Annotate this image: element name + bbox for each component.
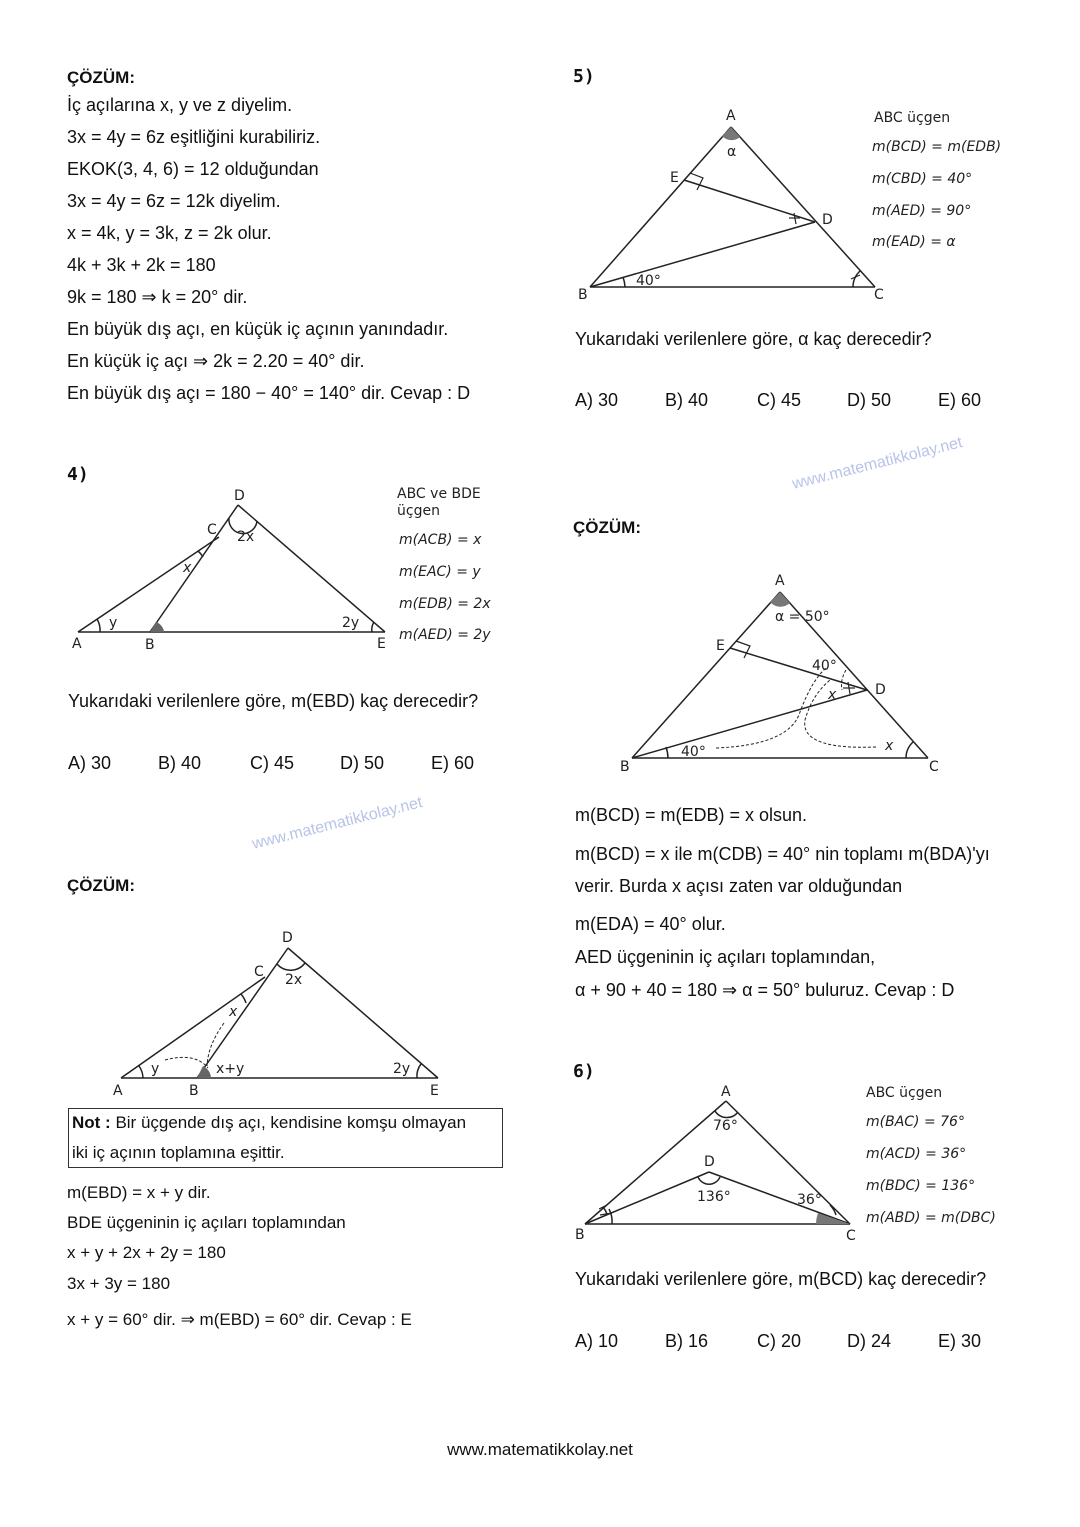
given-text: ABC üçgen <box>866 1085 943 1101</box>
given-text: m(EAD) = α <box>872 234 956 250</box>
vertex-label: B <box>189 1083 199 1099</box>
vertex-label: A <box>113 1083 123 1099</box>
solution-line: 3x + 3y = 180 <box>67 1274 171 1293</box>
solution-line: En büyük dış açı, en küçük iç açının yanındadır. <box>67 319 449 339</box>
vertex-label: B <box>145 637 155 653</box>
solution-line: 9k = 180 ⇒ k = 20° dir. <box>67 287 248 307</box>
vertex-label: C <box>929 759 939 775</box>
vertex-label: A <box>775 573 785 589</box>
solution-heading: ÇÖZÜM: <box>67 876 135 895</box>
given-text: ABC ve BDE <box>397 486 481 502</box>
given-text: ABC üçgen <box>874 110 951 126</box>
given-text: m(BCD) = m(EDB) <box>872 139 1002 155</box>
solution-line: x + y = 60° dir. ⇒ m(EBD) = 60° dir. Cevap : E <box>67 1310 412 1329</box>
note-text: iki iç açının toplamına eşittir. <box>72 1143 285 1162</box>
answer-option[interactable]: A) 10 <box>575 1331 619 1351</box>
angle-label: 2x <box>285 972 303 988</box>
vertex-label: E <box>377 636 386 652</box>
solution-line: AED üçgeninin iç açıları toplamından, <box>575 947 876 967</box>
answer-option[interactable]: C) 45 <box>757 390 802 410</box>
answer-option[interactable]: E) 60 <box>938 390 982 410</box>
vertex-label: D <box>234 488 245 504</box>
given-text: m(BDC) = 136° <box>866 1178 976 1194</box>
answer-option[interactable]: A) 30 <box>68 753 112 773</box>
problem-number: 5) <box>573 66 595 87</box>
vertex-label: C <box>846 1228 856 1244</box>
solution-line: İç açılarına x, y ve z diyelim. <box>67 95 293 115</box>
vertex-label: A <box>721 1084 731 1100</box>
question-text: Yukarıdaki verilenlere göre, m(EBD) kaç derecedir? <box>68 691 479 711</box>
angle-label: x <box>229 1004 238 1020</box>
answer-option[interactable]: B) 40 <box>158 753 202 773</box>
answer-option[interactable]: A) 30 <box>575 390 619 410</box>
angle-label: 36° <box>797 1192 822 1208</box>
solution-heading: ÇÖZÜM: <box>573 518 641 537</box>
vertex-label: C <box>207 522 217 538</box>
angle-label: α <box>727 144 737 160</box>
given-text: m(AED) = 90° <box>872 203 972 219</box>
angle-label: 40° <box>812 658 837 674</box>
angle-label: 136° <box>697 1189 731 1205</box>
given-text: m(ABD) = m(DBC) <box>866 1210 996 1226</box>
answer-option[interactable]: D) 50 <box>847 390 892 410</box>
vertex-label: D <box>875 682 886 698</box>
angle-label: 40° <box>636 273 661 289</box>
watermark: www.matematikkolay.net <box>250 794 425 853</box>
problem-number: 6) <box>573 1061 595 1082</box>
watermark: www.matematikkolay.net <box>790 434 965 493</box>
vertex-label: B <box>578 287 588 303</box>
answer-option[interactable]: C) 20 <box>757 1331 802 1351</box>
solution-line: m(EBD) = x + y dir. <box>67 1183 211 1202</box>
vertex-label: E <box>430 1083 439 1099</box>
solution-line: x + y + 2x + 2y = 180 <box>67 1243 226 1262</box>
given-text: m(ACD) = 36° <box>866 1146 967 1162</box>
angle-label: y <box>151 1061 160 1077</box>
angle-label: 2y <box>393 1061 411 1077</box>
angle-label: 40° <box>681 744 706 760</box>
solution-line: En küçük iç açı ⇒ 2k = 2.20 = 40° dir. <box>67 351 365 371</box>
angle-label: 2x <box>237 529 255 545</box>
answer-option[interactable]: E) 60 <box>431 753 475 773</box>
given-text: m(EAC) = y <box>399 564 481 580</box>
angle-label: x <box>885 738 894 754</box>
vertex-label: D <box>282 930 293 946</box>
given-text: m(ACB) = x <box>399 532 482 548</box>
solution-line: En büyük dış açı = 180 − 40° = 140° dir. Cevap : D <box>67 383 471 403</box>
vertex-label: A <box>72 636 82 652</box>
vertex-label: C <box>254 964 264 980</box>
vertex-label: D <box>822 212 833 228</box>
question-text: Yukarıdaki verilenlere göre, m(BCD) kaç derecedir? <box>575 1269 987 1289</box>
question-text: Yukarıdaki verilenlere göre, α kaç derecedir? <box>575 329 932 349</box>
answer-option[interactable]: B) 16 <box>665 1331 709 1351</box>
solution-line: 3x = 4y = 6z eşitliğini kurabiliriz. <box>67 127 321 147</box>
angle-label: x+y <box>216 1061 245 1077</box>
vertex-label: E <box>716 638 725 654</box>
answer-option[interactable]: B) 40 <box>665 390 709 410</box>
vertex-label: A <box>726 108 736 124</box>
note-label: Not : <box>72 1113 111 1132</box>
given-text: m(CBD) = 40° <box>872 171 973 187</box>
vertex-label: C <box>874 287 884 303</box>
vertex-label: D <box>704 1154 715 1170</box>
answer-option[interactable]: D) 50 <box>340 753 385 773</box>
problem-number: 4) <box>67 464 89 485</box>
answer-option[interactable]: C) 45 <box>250 753 295 773</box>
solution-heading: ÇÖZÜM: <box>67 68 135 87</box>
solution-line: α + 90 + 40 = 180 ⇒ α = 50° buluruz. Cevap : D <box>575 980 955 1000</box>
given-text: m(BAC) = 76° <box>866 1114 965 1130</box>
solution-line: 3x = 4y = 6z = 12k diyelim. <box>67 191 281 211</box>
answer-option[interactable]: E) 30 <box>938 1331 982 1351</box>
solution-line: m(BCD) = m(EDB) = x olsun. <box>575 805 808 825</box>
angle-label: x <box>183 560 192 576</box>
solution-line: 4k + 3k + 2k = 180 <box>67 255 216 275</box>
angle-label: x <box>828 687 837 703</box>
solution-line: m(EDA) = 40° olur. <box>575 914 726 934</box>
solution-line: verir. Burda x açısı zaten var olduğundan <box>575 876 903 896</box>
given-text: üçgen <box>397 503 440 519</box>
vertex-label: B <box>620 759 630 775</box>
note-text: Bir üçgende dış açı, kendisine komşu olmayan <box>110 1113 467 1132</box>
angle-label: 76° <box>713 1118 738 1134</box>
given-text: m(AED) = 2y <box>399 627 491 643</box>
vertex-label: B <box>575 1227 585 1243</box>
given-text: m(EDB) = 2x <box>399 596 491 612</box>
angle-label: y <box>109 615 118 631</box>
angle-label: 2y <box>342 615 360 631</box>
answer-option[interactable]: D) 24 <box>847 1331 892 1351</box>
footer-url[interactable]: www.matematikkolay.net <box>447 1440 633 1459</box>
solution-line: x = 4k, y = 3k, z = 2k olur. <box>67 223 272 243</box>
angle-label: α = 50° <box>775 609 830 625</box>
vertex-label: E <box>670 170 679 186</box>
solution-line: EKOK(3, 4, 6) = 12 olduğundan <box>67 159 319 179</box>
solution-line: m(BCD) = x ile m(CDB) = 40° nin toplamı m(BDA)'yı <box>575 844 990 864</box>
solution-line: BDE üçgeninin iç açıları toplamından <box>67 1213 346 1232</box>
